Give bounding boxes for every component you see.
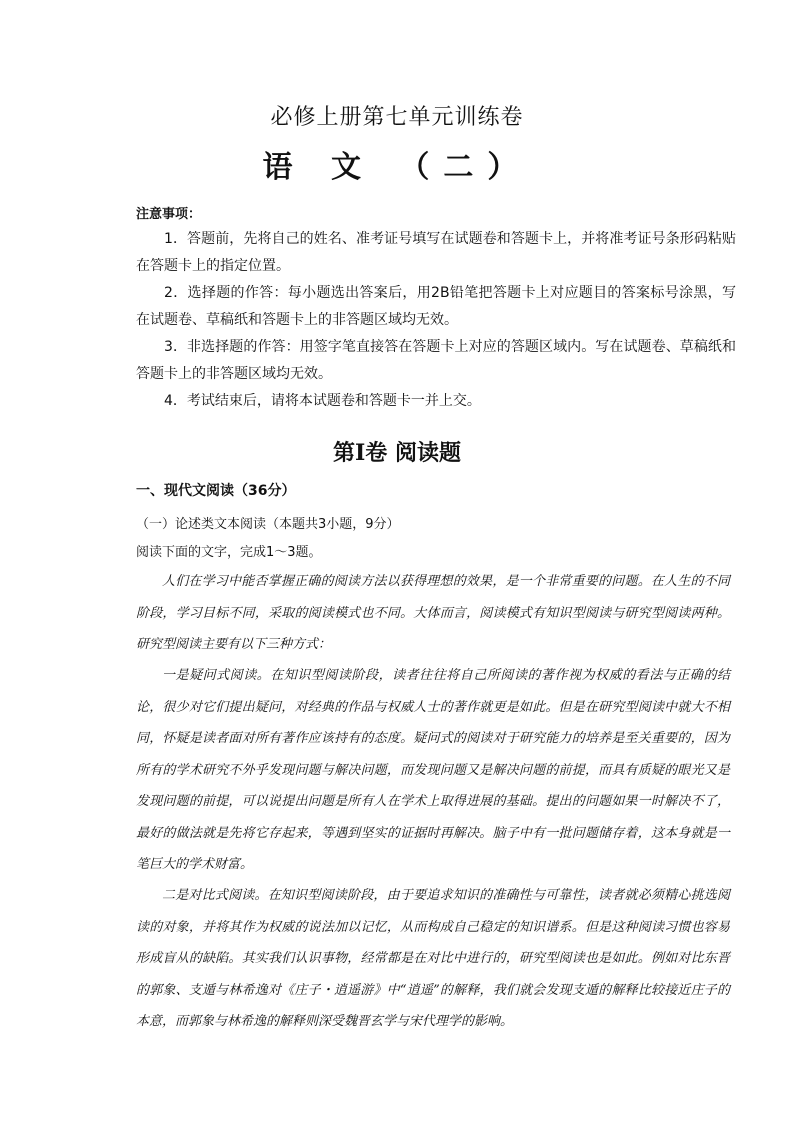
notice-item-4: 4．考试结束后，请将本试题卷和答题卡一并上交。 (164, 393, 481, 409)
notice-item-1: 1．答题前，先将自己的姓名、准考证号填写在试题卷和答题卡上，并将准考证号条形码粘贴在答题卡上的指定位置。 (136, 231, 736, 274)
passage-paragraph-3: 二是对比式阅读。在知识型阅读阶段，由于要追求知识的准确性与可靠性，读者就必须精心挑选阅读的对象，并将其作为权威的说法加以记忆，从而构成自己稳定的知识谱系。但是这种阅读习惯也容易形成盲从的缺陷。其实我们认识事物，经常都是在对比中进行的，研究型阅读也是如此。例如对比东晋的郭象、支遁与林希逸对《庄子・逍遥游》中“逍遥”的解释，我们就会发现支遁的解释比较接近庄子的本意，而郭象与林希逸的解释则深受魏晋玄学与宋代理学的影响。 (136, 888, 730, 1029)
notice-heading: 注意事项： (136, 207, 202, 222)
passage-paragraph-2: 一是疑问式阅读。在知识型阅读阶段，读者往往将自己所阅读的著作视为权威的看法与正确的结论，很少对它们提出疑问，对经典的作品与权威人士的著作就更是如此。但是在研究型阅读中就大不相同，怀疑是读者面对所有著作应该持有的态度。疑问式的阅读对于研究能力的培养是至关重要的，因为所有的学术研究不外乎发现问题与解决问题，而发现问题又是解决问题的前提，而具有质疑的眼光又是发现问题的前提，可以说提出问题是所有人在学术上取得进展的基础。提出的问题如果一时解决不了，最好的做法就是先将它存起来，等遇到坚实的证据时再解决。脑子中有一批问题储存着，这本身就是一笔巨大的学术财富。 (136, 668, 730, 872)
passage-paragraph-1: 人们在学习中能否掌握正确的阅读方法以获得理想的效果，是一个非常重要的问题。在人生的不同阶段，学习目标不同，采取的阅读模式也不同。大体而言，阅读模式有知识型阅读与研究型阅读两种。研究型阅读主要有以下三种方式： (136, 574, 730, 652)
subject-title: 语 文 （二） (262, 150, 532, 185)
notice-item-2: 2．选择题的作答：每小题选出答案后，用2B铅笔把答题卡上对应题目的答案标号涂黑，写在试题卷、草稿纸和答题卡上的非答题区域均无效。 (136, 285, 736, 328)
exam-title: 必修上册第七单元训练卷 (270, 105, 524, 130)
instruction: 阅读下面的文字，完成1～3题。 (136, 545, 322, 560)
subheading: （一）论述类文本阅读（本题共3小题，9分） (136, 517, 400, 532)
notice-item-3: 3．非选择题的作答：用签字笔直接答在答题卡上对应的答题区域内。写在试题卷、草稿纸和答题卡上的非答题区域均无效。 (136, 339, 736, 382)
section-title: 第Ⅰ卷 阅读题 (333, 440, 461, 466)
part1-heading: 一、现代文阅读（36分） (136, 483, 296, 499)
